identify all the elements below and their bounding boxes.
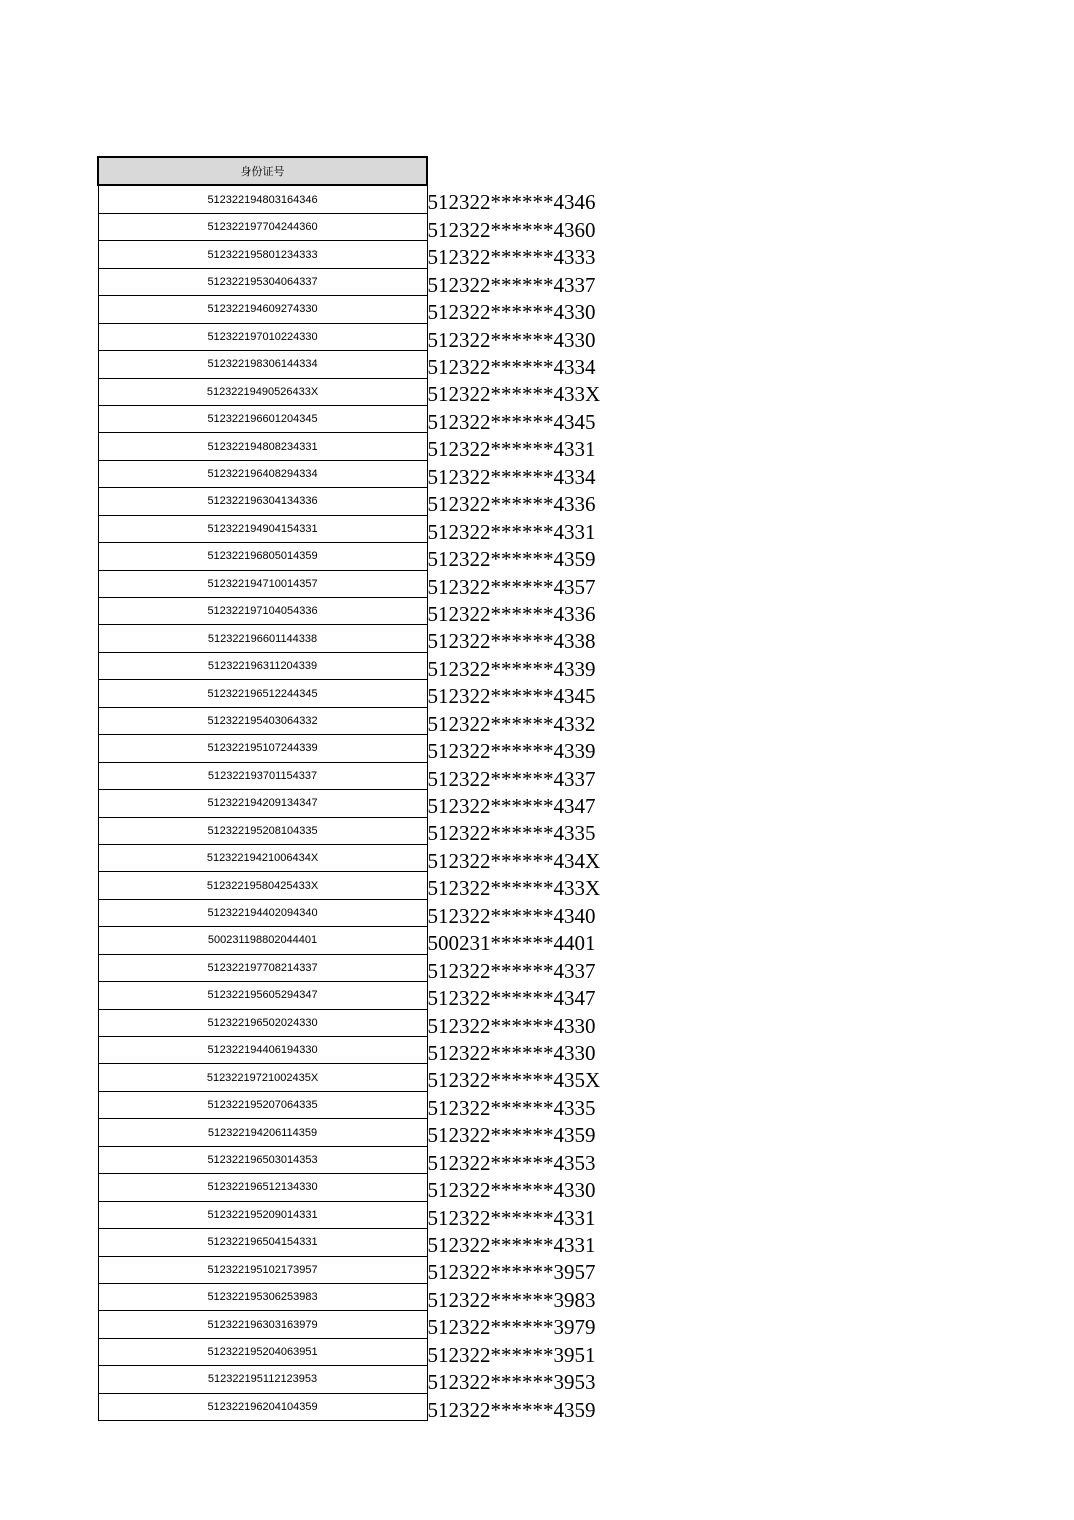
id-number-cell[interactable]: 512322196512134330 bbox=[98, 1174, 427, 1201]
id-table bbox=[97, 156, 668, 1421]
table-row bbox=[98, 241, 667, 268]
table-row bbox=[98, 433, 667, 460]
masked-id-cell[interactable]: 512322******4339 bbox=[427, 739, 596, 764]
masked-id-cell[interactable]: 512322******4330 bbox=[427, 1013, 596, 1038]
id-number-cell[interactable]: 512322196304134336 bbox=[98, 488, 427, 515]
id-number-cell[interactable]: 512322194206114359 bbox=[98, 1119, 427, 1146]
masked-id-cell[interactable]: 512322******4331 bbox=[427, 1205, 596, 1230]
id-number-cell[interactable]: 512322194710014357 bbox=[98, 570, 427, 597]
id-number-cell[interactable]: 512322196512244345 bbox=[98, 680, 427, 707]
table-row bbox=[98, 323, 667, 350]
table-row bbox=[98, 1201, 667, 1228]
masked-id-cell[interactable]: 512322******4336 bbox=[427, 601, 596, 626]
masked-id-cell[interactable]: 512322******3953 bbox=[427, 1370, 596, 1395]
table-row bbox=[98, 460, 667, 487]
masked-id-cell[interactable]: 512322******4357 bbox=[427, 574, 596, 599]
masked-id-cell[interactable]: 512322******4347 bbox=[427, 986, 596, 1011]
masked-id-cell[interactable]: 512322******4338 bbox=[427, 629, 596, 654]
table-row bbox=[98, 405, 667, 432]
table-row bbox=[98, 378, 667, 405]
masked-id-cell[interactable]: 512322******4347 bbox=[427, 794, 596, 818]
masked-id-cell[interactable]: 512322******4346 bbox=[427, 190, 596, 215]
masked-id-cell[interactable]: 512322******4330 bbox=[427, 1040, 596, 1065]
masked-id-cell[interactable]: 512322******433X bbox=[427, 876, 601, 901]
masked-id-cell[interactable]: 512322******3983 bbox=[427, 1287, 596, 1312]
id-number-cell[interactable]: 512322194209134347 bbox=[98, 790, 427, 817]
masked-id-cell[interactable]: 512322******433X bbox=[427, 382, 601, 407]
id-number-cell[interactable]: 512322195102173957 bbox=[98, 1256, 427, 1283]
table-row bbox=[98, 598, 667, 625]
id-number-cell[interactable]: 512322195304064337 bbox=[98, 268, 427, 295]
id-number-cell[interactable]: 512322195204063951 bbox=[98, 1338, 427, 1365]
table-row bbox=[98, 762, 667, 789]
masked-id-cell[interactable]: 512322******434X bbox=[427, 848, 601, 873]
id-number-cell[interactable]: 512322196503014353 bbox=[98, 1146, 427, 1173]
id-number-cell[interactable]: 512322197104054336 bbox=[98, 598, 427, 625]
table-row bbox=[98, 735, 667, 762]
id-number-cell[interactable]: 512322195306253983 bbox=[98, 1283, 427, 1310]
masked-id-cell[interactable]: 512322******4331 bbox=[427, 519, 596, 544]
id-number-cell[interactable]: 512322196502024330 bbox=[98, 1009, 427, 1036]
table-row bbox=[98, 488, 667, 515]
table-row bbox=[98, 515, 667, 542]
id-number-cell[interactable]: 512322193701154337 bbox=[98, 762, 427, 789]
masked-id-cell[interactable]: 512322******4340 bbox=[427, 903, 596, 928]
id-number-cell[interactable]: 512322195605294347 bbox=[98, 982, 427, 1009]
table-row bbox=[98, 1366, 667, 1393]
id-number-cell[interactable]: 51232219721002435X bbox=[98, 1064, 427, 1091]
id-number-cell[interactable]: 512322195207064335 bbox=[98, 1091, 427, 1118]
table-row bbox=[98, 351, 667, 378]
table-row bbox=[98, 570, 667, 597]
table-row bbox=[98, 707, 667, 734]
masked-id-cell[interactable]: 512322******3951 bbox=[427, 1342, 596, 1367]
masked-id-cell[interactable]: 512322******4330 bbox=[427, 327, 596, 352]
id-number-cell[interactable]: 51232219580425433X bbox=[98, 872, 427, 899]
id-number-cell[interactable]: 512322197708214337 bbox=[98, 954, 427, 981]
masked-id-cell[interactable]: 512322******4337 bbox=[427, 766, 596, 791]
table-row bbox=[98, 982, 667, 1009]
masked-id-cell[interactable]: 512322******4339 bbox=[427, 656, 596, 681]
id-number-cell[interactable]: 512322194609274330 bbox=[98, 296, 427, 323]
id-number-cell[interactable]: 512322194904154331 bbox=[98, 515, 427, 542]
id-number-cell[interactable]: 512322196601204345 bbox=[98, 405, 427, 432]
id-number-cell[interactable]: 51232219421006434X bbox=[98, 844, 427, 871]
id-number-cell[interactable]: 512322196303163979 bbox=[98, 1311, 427, 1338]
id-number-cell[interactable]: 512322196204104359 bbox=[98, 1393, 427, 1420]
table-row bbox=[98, 817, 667, 844]
table-row bbox=[98, 213, 667, 240]
id-number-cell[interactable]: 512322195107244339 bbox=[98, 735, 427, 762]
id-number-cell[interactable]: 512322194402094340 bbox=[98, 899, 427, 926]
table-row bbox=[98, 625, 667, 652]
masked-id-cell[interactable]: 512322******4359 bbox=[427, 547, 596, 572]
table-row bbox=[98, 927, 667, 954]
id-number-cell[interactable]: 512322194803164346 bbox=[98, 185, 427, 213]
table-row bbox=[98, 1229, 667, 1256]
table-row bbox=[98, 872, 667, 899]
header-row bbox=[98, 157, 667, 185]
id-number-cell[interactable]: 512322195208104335 bbox=[98, 817, 427, 844]
masked-id-cell[interactable]: 512322******4337 bbox=[427, 958, 596, 983]
table-row bbox=[98, 1283, 667, 1310]
id-number-cell[interactable]: 512322195112123953 bbox=[98, 1366, 427, 1393]
id-number-cell[interactable]: 512322196408294334 bbox=[98, 460, 427, 487]
masked-id-cell[interactable]: 512322******4360 bbox=[427, 217, 596, 242]
table-row bbox=[98, 652, 667, 679]
id-number-cell[interactable]: 512322198306144334 bbox=[98, 351, 427, 378]
masked-id-cell[interactable]: 512322******4334 bbox=[427, 464, 596, 489]
table-row bbox=[98, 844, 667, 871]
masked-id-cell[interactable]: 512322******4345 bbox=[427, 409, 596, 434]
masked-id-cell[interactable]: 512322******4331 bbox=[427, 437, 596, 462]
id-number-cell[interactable]: 512322195209014331 bbox=[98, 1201, 427, 1228]
id-number-cell[interactable]: 512322195801234333 bbox=[98, 241, 427, 268]
masked-id-cell[interactable]: 512322******4331 bbox=[427, 1233, 596, 1257]
id-number-cell[interactable]: 512322196805014359 bbox=[98, 543, 427, 570]
masked-id-cell[interactable]: 512322******4330 bbox=[427, 1178, 596, 1203]
table-row bbox=[98, 1146, 667, 1173]
table-row bbox=[98, 543, 667, 570]
blank-header-cell bbox=[427, 157, 667, 185]
table-row bbox=[98, 1338, 667, 1365]
table-row bbox=[98, 1119, 667, 1146]
masked-id-cell[interactable]: 512322******4336 bbox=[427, 492, 596, 517]
table-row bbox=[98, 1064, 667, 1091]
table-row bbox=[98, 954, 667, 981]
table-row bbox=[98, 899, 667, 926]
id-number-cell[interactable]: 512322196601144338 bbox=[98, 625, 427, 652]
masked-id-cell[interactable]: 512322******4332 bbox=[427, 711, 596, 736]
table-row bbox=[98, 1174, 667, 1201]
id-number-cell[interactable]: 512322196504154331 bbox=[98, 1229, 427, 1256]
masked-id-cell[interactable]: 512322******4345 bbox=[427, 684, 596, 709]
table-row bbox=[98, 1009, 667, 1036]
table-row bbox=[98, 790, 667, 817]
masked-id-cell[interactable]: 512322******4335 bbox=[427, 1095, 596, 1120]
id-number-cell[interactable]: 500231198802044401 bbox=[98, 927, 427, 954]
table-row bbox=[98, 185, 667, 213]
masked-id-cell[interactable]: 512322******4335 bbox=[427, 821, 596, 846]
masked-id-cell[interactable]: 512322******435X bbox=[427, 1068, 601, 1093]
id-number-cell[interactable]: 512322195403064332 bbox=[98, 707, 427, 734]
masked-id-cell[interactable]: 500231******4401 bbox=[427, 931, 596, 956]
id-number-cell[interactable]: 512322194808234331 bbox=[98, 433, 427, 460]
id-number-cell[interactable]: 512322197704244360 bbox=[98, 213, 427, 240]
masked-id-cell[interactable]: 512322******3957 bbox=[427, 1260, 596, 1285]
table-row bbox=[98, 268, 667, 295]
masked-id-cell[interactable]: 512322******4337 bbox=[427, 272, 596, 297]
masked-id-cell[interactable]: 512322******4334 bbox=[427, 355, 596, 379]
id-number-cell[interactable]: 51232219490526433X bbox=[98, 378, 427, 405]
table-row bbox=[98, 680, 667, 707]
masked-id-cell[interactable]: 512322******4333 bbox=[427, 245, 596, 270]
table-row bbox=[98, 1091, 667, 1118]
masked-id-cell[interactable]: 512322******4359 bbox=[427, 1397, 596, 1422]
table-row bbox=[98, 1037, 667, 1064]
table-row bbox=[98, 1393, 667, 1420]
table-row bbox=[98, 296, 667, 323]
table-row bbox=[98, 1256, 667, 1283]
table-row bbox=[98, 1311, 667, 1338]
masked-id-cell[interactable]: 512322******4359 bbox=[427, 1123, 596, 1148]
id-number-cell[interactable]: 512322197010224330 bbox=[98, 323, 427, 350]
masked-id-cell[interactable]: 512322******3979 bbox=[427, 1315, 596, 1340]
id-number-cell[interactable]: 512322194406194330 bbox=[98, 1037, 427, 1064]
id-column-header[interactable]: 身份证号 bbox=[98, 157, 427, 185]
masked-id-cell[interactable]: 512322******4353 bbox=[427, 1150, 596, 1175]
masked-id-cell[interactable]: 512322******4330 bbox=[427, 300, 596, 325]
id-number-cell[interactable]: 512322196311204339 bbox=[98, 652, 427, 679]
